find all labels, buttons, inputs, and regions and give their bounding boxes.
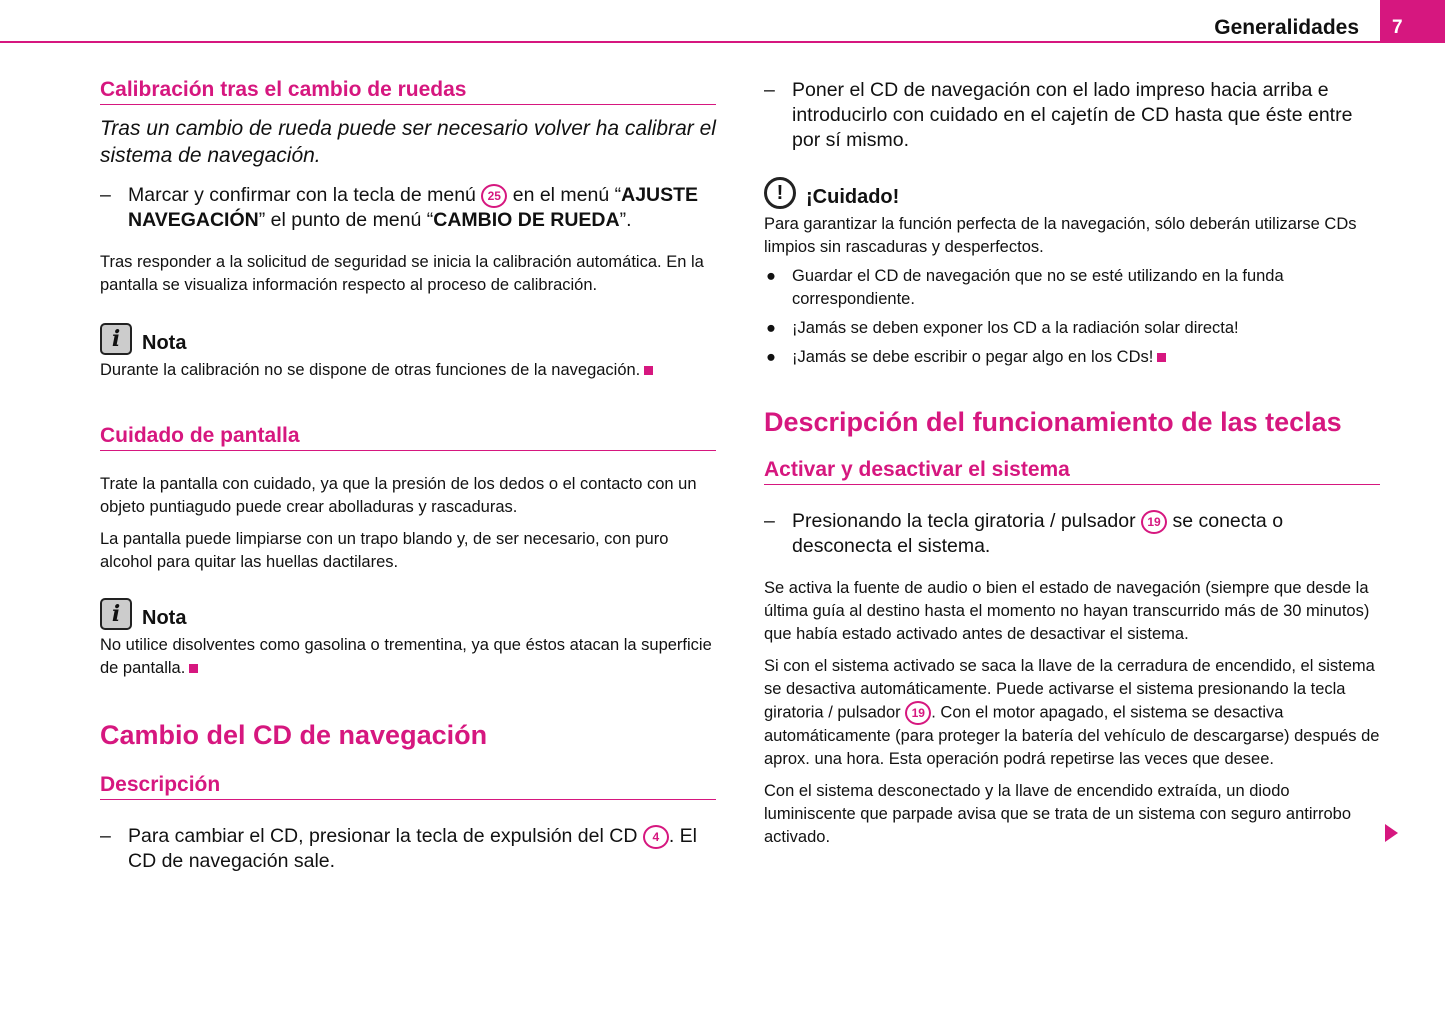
- heading-activar: Activar y desactivar el sistema: [764, 458, 1380, 485]
- intro-text: Tras un cambio de rueda puede ser necesario volver ha calibrar el sistema de navegación.: [100, 117, 716, 167]
- control-number-badge: 4: [643, 825, 669, 849]
- caution-header: ! ¡Cuidado!: [764, 177, 1380, 209]
- header-rule: [0, 41, 1445, 43]
- bullet-item: ● ¡Jamás se deben exponer los CD a la radiación solar directa!: [766, 319, 1239, 337]
- step-activar: – Presionando la tecla giratoria / pulsador 19 se conecta o desconecta el sistema.: [764, 509, 1380, 559]
- paragraph: La pantalla puede limpiarse con un trapo blando y, de ser necesario, con puro alcohol para quitar las huellas dactilares.: [100, 530, 669, 571]
- end-marker-icon: [644, 366, 653, 375]
- step-cambiar-cd: – Para cambiar el CD, presionar la tecla de expulsión del CD 4 . El CD de navegación sale.: [100, 824, 716, 874]
- note-text: No utilice disolventes como gasolina o trementina, ya que éstos atacan la superficie de pantalla.: [100, 636, 712, 677]
- end-marker-icon: [189, 664, 198, 673]
- control-number-badge: 25: [481, 184, 507, 208]
- bullet-item: ● Guardar el CD de navegación que no se esté utilizando en la funda correspondiente.: [766, 267, 1284, 308]
- paragraph: Trate la pantalla con cuidado, ya que la presión de los dedos o el contacto con un objeto puntiagudo puede crear abolladuras y rascaduras.: [100, 475, 697, 516]
- heading-descripcion: Descripción: [100, 773, 716, 800]
- heading-cuidado-pantalla: Cuidado de pantalla: [100, 424, 716, 451]
- page-number: 7: [1380, 0, 1445, 43]
- info-icon: i: [100, 598, 132, 630]
- title-descripcion-teclas: Descripción del funcionamiento de las teclas: [764, 407, 1342, 437]
- control-number-badge: 19: [905, 701, 931, 725]
- end-marker-icon: [1157, 353, 1166, 362]
- step-poner-cd: – Poner el CD de navegación con el lado impreso hacia arriba e introducirlo con cuidado en el cajetín de CD hasta que éste entre por sí mismo.: [764, 78, 1380, 153]
- caution-text: Para garantizar la función perfecta de la navegación, sólo deberán utilizarse CDs limpios sin rascaduras y desperfectos.: [764, 215, 1357, 256]
- paragraph: Tras responder a la solicitud de seguridad se inicia la calibración automática. En la pantalla se visualiza información respecto al proceso de calibración.: [100, 253, 704, 294]
- note-text: Durante la calibración no se dispone de otras funciones de la navegación.: [100, 359, 716, 382]
- control-number-badge: 19: [1141, 510, 1167, 534]
- info-icon: i: [100, 323, 132, 355]
- note-header: i Nota: [100, 598, 716, 630]
- heading-calibracion: Calibración tras el cambio de ruedas: [100, 78, 716, 105]
- continue-arrow-icon: [1385, 824, 1398, 842]
- section-title: Generalidades: [1214, 16, 1359, 39]
- note-header: i Nota: [100, 323, 716, 355]
- step-calibracion: – Marcar y confirmar con la tecla de menú 25 en el menú “AJUSTE NAVEGACIÓN” el punto de menú “CAMBIO DE RUEDA”.: [100, 183, 716, 233]
- title-cambio-cd: Cambio del CD de navegación: [100, 720, 488, 750]
- paragraph: Si con el sistema activado se saca la llave de la cerradura de encendido, el sistema se desactiva automáticamente. Puede activarse el sistema presionando la tecla giratoria / pulsador 19 . Con el motor apagado, el sistema se desactiva automáticamente (para proteger la batería del vehículo de descargarse) después de aprox. una hora. Esta operación podrá repetirse las veces que desee.: [764, 657, 1380, 768]
- right-column: [764, 78, 1380, 849]
- bullet-item: ● ¡Jamás se debe escribir o pegar algo en los CDs!: [764, 346, 1380, 369]
- left-column: [100, 78, 716, 874]
- paragraph: Con el sistema desconectado y la llave de encendido extraída, un diodo luminiscente que parpade avisa que se trata de un sistema con seguro antirrobo activado.: [764, 782, 1352, 846]
- paragraph: Se activa la fuente de audio o bien el estado de navegación (siempre que desde la última guía al destino hasta el momento no hayan transcurrido más de 30 minutos) que había estado activado antes de desactivar el sistema.: [764, 579, 1370, 643]
- warning-icon: !: [764, 177, 796, 209]
